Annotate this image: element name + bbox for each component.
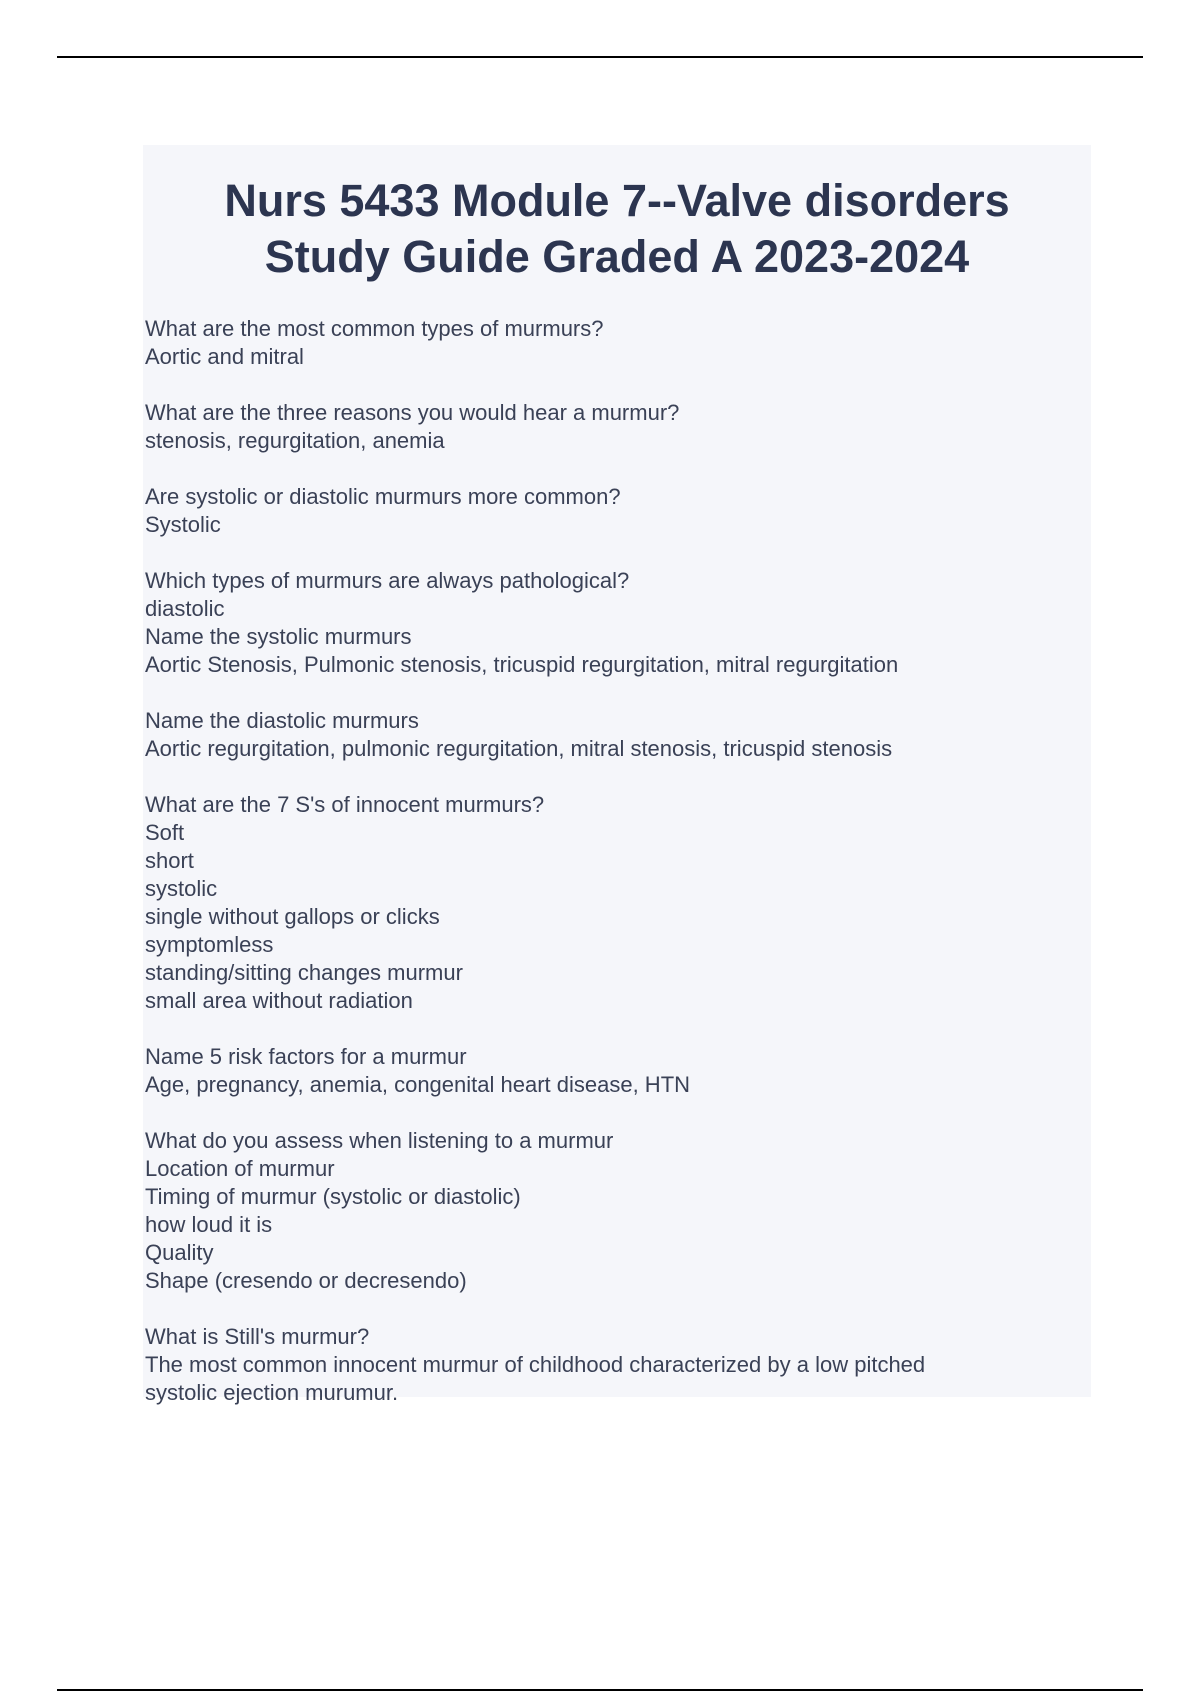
qa-item: [145, 399, 1091, 455]
title-line-1: Nurs 5433 Module 7--Valve disorders: [224, 175, 1010, 226]
qa-item: [145, 1127, 1091, 1295]
question: What are the most common types of murmurs?: [145, 316, 604, 341]
question: What are the three reasons you would hear a murmur?: [145, 400, 680, 425]
answer: Systolic: [145, 512, 221, 537]
answer-line: systolic ejection murumur.: [145, 1380, 399, 1405]
answer: Aortic and mitral: [145, 344, 304, 369]
answer: stenosis, regurgitation, anemia: [145, 428, 445, 453]
title-line-2: Study Guide Graded A 2023-2024: [264, 231, 970, 282]
answer: Aortic Stenosis, Pulmonic stenosis, tricuspid regurgitation, mitral regurgitation: [145, 652, 899, 677]
answer-line: Soft: [145, 820, 185, 845]
qa-item: [145, 567, 1091, 623]
question: Name the systolic murmurs: [145, 624, 412, 649]
qa-item: [145, 623, 1091, 679]
answer-line: Timing of murmur (systolic or diastolic): [145, 1184, 521, 1209]
qa-item: [145, 707, 1091, 763]
document-title: [143, 173, 1091, 285]
question: Name 5 risk factors for a murmur: [145, 1044, 467, 1069]
qa-item: [145, 791, 1091, 1015]
answer: diastolic: [145, 596, 225, 621]
answer-line: Shape (cresendo or decresendo): [145, 1268, 467, 1293]
bottom-divider: [57, 1689, 1143, 1691]
answer-line: single without gallops or clicks: [145, 904, 440, 929]
question: What is Still's murmur?: [145, 1324, 370, 1349]
top-divider: [57, 56, 1143, 58]
answer-line: small area without radiation: [145, 988, 413, 1013]
qa-item: [145, 1323, 1091, 1407]
answer-line: The most common innocent murmur of childhood characterized by a low pitched: [145, 1352, 926, 1377]
qa-list: [145, 315, 1091, 1407]
answer-line: Quality: [145, 1240, 214, 1265]
qa-item: [145, 1043, 1091, 1099]
question: Name the diastolic murmurs: [145, 708, 419, 733]
question: What are the 7 S's of innocent murmurs?: [145, 792, 545, 817]
document-panel: [143, 145, 1091, 1405]
answer-line: standing/sitting changes murmur: [145, 960, 463, 985]
question: Are systolic or diastolic murmurs more common?: [145, 484, 621, 509]
answer-line: short: [145, 848, 194, 873]
question: What do you assess when listening to a murmur: [145, 1128, 614, 1153]
qa-item: [145, 315, 1091, 371]
answer: Age, pregnancy, anemia, congenital heart disease, HTN: [145, 1072, 691, 1097]
answer-line: how loud it is: [145, 1212, 273, 1237]
answer-line: Location of murmur: [145, 1156, 335, 1181]
question: Which types of murmurs are always pathological?: [145, 568, 630, 593]
answer: Aortic regurgitation, pulmonic regurgitation, mitral stenosis, tricuspid stenosis: [145, 736, 893, 761]
answer-line: systolic: [145, 876, 218, 901]
qa-item: [145, 483, 1091, 539]
answer-line: symptomless: [145, 932, 274, 957]
